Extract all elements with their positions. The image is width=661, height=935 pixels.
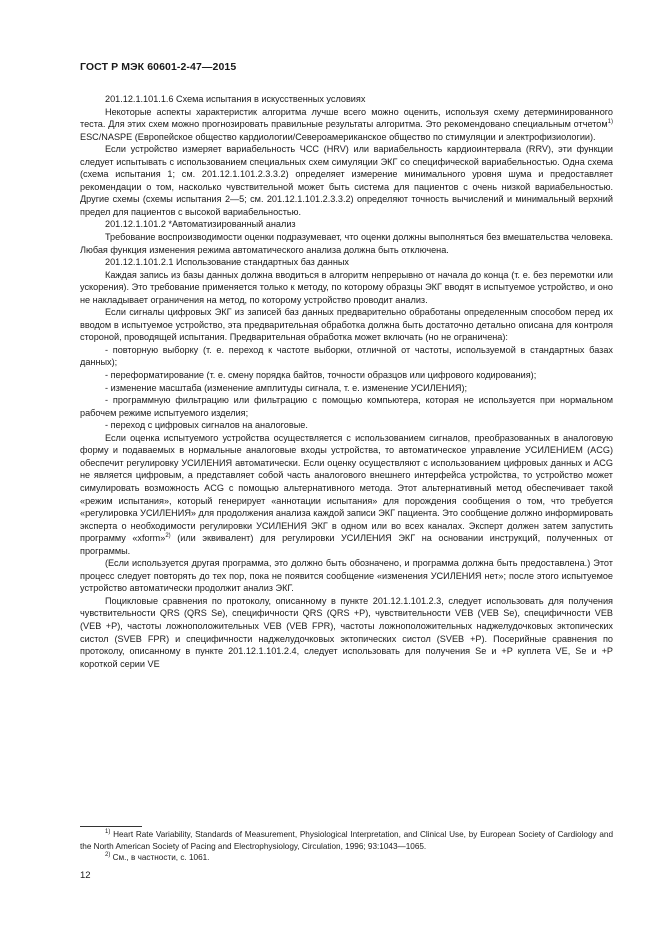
paragraph-text-tail: (или эквивалент) для регулировки УСИЛЕНИЯ ЭКГ на основании инструкций, полученных от программы.: [80, 533, 614, 556]
footnote-mark: 1): [105, 829, 111, 835]
footnote-ref-1: 1): [607, 119, 613, 126]
paragraph-hrv: Если устройство измеряет вариабельность ЧСС (HRV) или вариабельность кардиоинтервала (RRV), эти функции следует испытывать с использованием специальных схем симуляции ЭКГ со специфической вариабельностью. Одна схема (схема испытания 1; см. 201.12.1.101.2.3.3.2) определяет измерение минимального уровня шума и предоставляет рекомендации о том, насколько чувствительной может быть система для пациентов с очень низкой вариабельностью. Другие схемы (схемы испытания 2—5; см. 201.12.1.101.2.3.3.2) определяют точность вычислений и минимальный верхний предел для пациентов с высокой вариабельностью.: [80, 144, 613, 217]
section-heading-2: 201.12.1.101.2 *Автоматизированный анализ: [105, 219, 296, 230]
paragraph-text: Некоторые аспекты характеристик алгоритма лучше всего можно оценить, используя схему детерминированного теста. Для этих схем можно прогнозировать правильные результаты алгоритма. Это рекомендовано специальным отчетом: [80, 106, 613, 130]
footnote-1: [80, 829, 613, 852]
paragraph-reproducibility: Требование воспроизводимости оценки подразумевает, что оценки должны выполняться без вмешательства человека. Любая функция изменения режима автоматического анализа должна быть отключена.: [80, 232, 613, 255]
paragraph-other-program: (Если используется другая программа, это должно быть обозначено, и программа должна быть предоставлена.) Этот процесс следует повторять до тех пор, пока не появится сообщение «изменения УСИЛЕНИЯ нет»; после этого испытуемое устройство автоматически продолжит анализ ЭКГ.: [80, 558, 613, 594]
footnote-mark: 2): [105, 852, 111, 859]
list-item: - повторную выборку (т. е. переход к частоте выборки, отличной от частоты, используемой в стандартных базах данных);: [80, 344, 613, 368]
footnote-text: Heart Rate Variability, Standards of Measurement, Physiological Interpretation, and Clinical Use, by European Society of Cardiology and the North American Society of Pacing and Electrophysiology, Circulation, 1996; 93:1043—1065.: [80, 830, 613, 851]
section-heading-1-6: 201.12.1.101.1.6 Схема испытания в искусственных условиях: [105, 94, 366, 104]
footnotes: [80, 829, 613, 864]
paragraph-database-input: Каждая запись из базы данных должна вводиться в алгоритм непрерывно от начала до конца (т. е. без перемотки или ускорения). Это требование применяется только к методу, по которому образцы ЭКГ вводят в испытуемое устройство, и оно не накладывает ограничения на метод, по которому устройство проводит анализ.: [80, 269, 613, 305]
footnote-ref-2: 2): [165, 533, 171, 540]
document-header: ГОСТ Р МЭК 60601-2-47—2015: [80, 61, 237, 73]
paragraph-text-tail: ESC/NASPE (Европейское общество кардиологии/Североамериканское общество по стимуляции и электрофизиологии).: [80, 131, 596, 142]
page-number: 12: [80, 870, 91, 881]
paragraph-preprocessing: Если сигналы цифровых ЭКГ из записей баз данных предварительно обработаны определенным способом перед их вводом в испытуемое устройство, эта предварительная обработка должна быть достаточно детально описана для контроля стороной, проводящей испытания. Предварительная обработка может включать (но не ограничена):: [80, 307, 613, 343]
list-item: - изменение масштаба (изменение амплитуды сигнала, т. е. изменение УСИЛЕНИЯ);: [105, 382, 468, 393]
footnote-divider: [80, 826, 142, 827]
paragraph-text: Если оценка испытуемого устройства осуществляется с использованием сигналов, преобразованных в аналоговую форму и подаваемых в нормальные аналоговые входы устройства, то автоматическое управление УСИЛЕНИЕМ (ACG) обеспечит регулировку УСИЛЕНИЯ автоматически. Если оценку осуществляют с использованием цифровых данных и ACG не является цифровым, а представляет собой часть аналогового внешнего интерфейса устройства, то устройство может симулировать возможность ACG с помощью альтернативного метода. Этот альтернативный метод обеспечивает такой «режим испытания», который генерирует «аннотации испытания» для порождения сообщения о том, что требуется «регулировка УСИЛЕНИЯ» для продолжения анализа каждой записи ЭКГ пациента. Это сообщение должно информировать эксперта о необходимости регулировки УСИЛЕНИЯ ЭКГ в одном или во всех каналах. Эксперт должен затем запустить программу «xform»: [80, 432, 613, 544]
footnote-2: [80, 852, 613, 864]
list-item: - программную фильтрацию или фильтрацию с помощью компьютера, которая не используется при нормальном рабочем режиме испытуемого изделия;: [80, 395, 613, 418]
paragraph-analog-acg: [80, 432, 613, 557]
paragraph-beat-comparisons: Поцикловые сравнения по протоколу, описанному в пункте 201.12.1.101.2.3, следует использовать для получения чувствительности QRS (QRS Se), специфичности QRS (QRS +P), чувствительности VEB (VEB Se), специфичности VEB (VEB +P), частоты ложноположительных VEB (VEB FPR), частоты ложноположительных наджелудочковых эктопических систол (SVEB FPR) и специфичности наджелудочковых эктопических систол (SVEB +P). Посерийные сравнения по протоколу, описанному в пункте 201.12.1.101.2.4, следует использовать для получения Se и +P куплета VE, Se и +P короткой серии VE: [80, 595, 613, 669]
list-item: - переформатирование (т. е. смену порядка байтов, точности образцов или цифрового кодирования);: [105, 370, 537, 381]
footnote-text: См., в частности, с. 1061.: [110, 853, 210, 863]
list-item: - переход с цифровых сигналов на аналоговые.: [105, 420, 308, 431]
paragraph-deterministic-test: [80, 106, 613, 144]
section-heading-2-1: 201.12.1.101.2.1 Использование стандартных баз данных: [105, 257, 349, 268]
document-body: [80, 93, 613, 670]
